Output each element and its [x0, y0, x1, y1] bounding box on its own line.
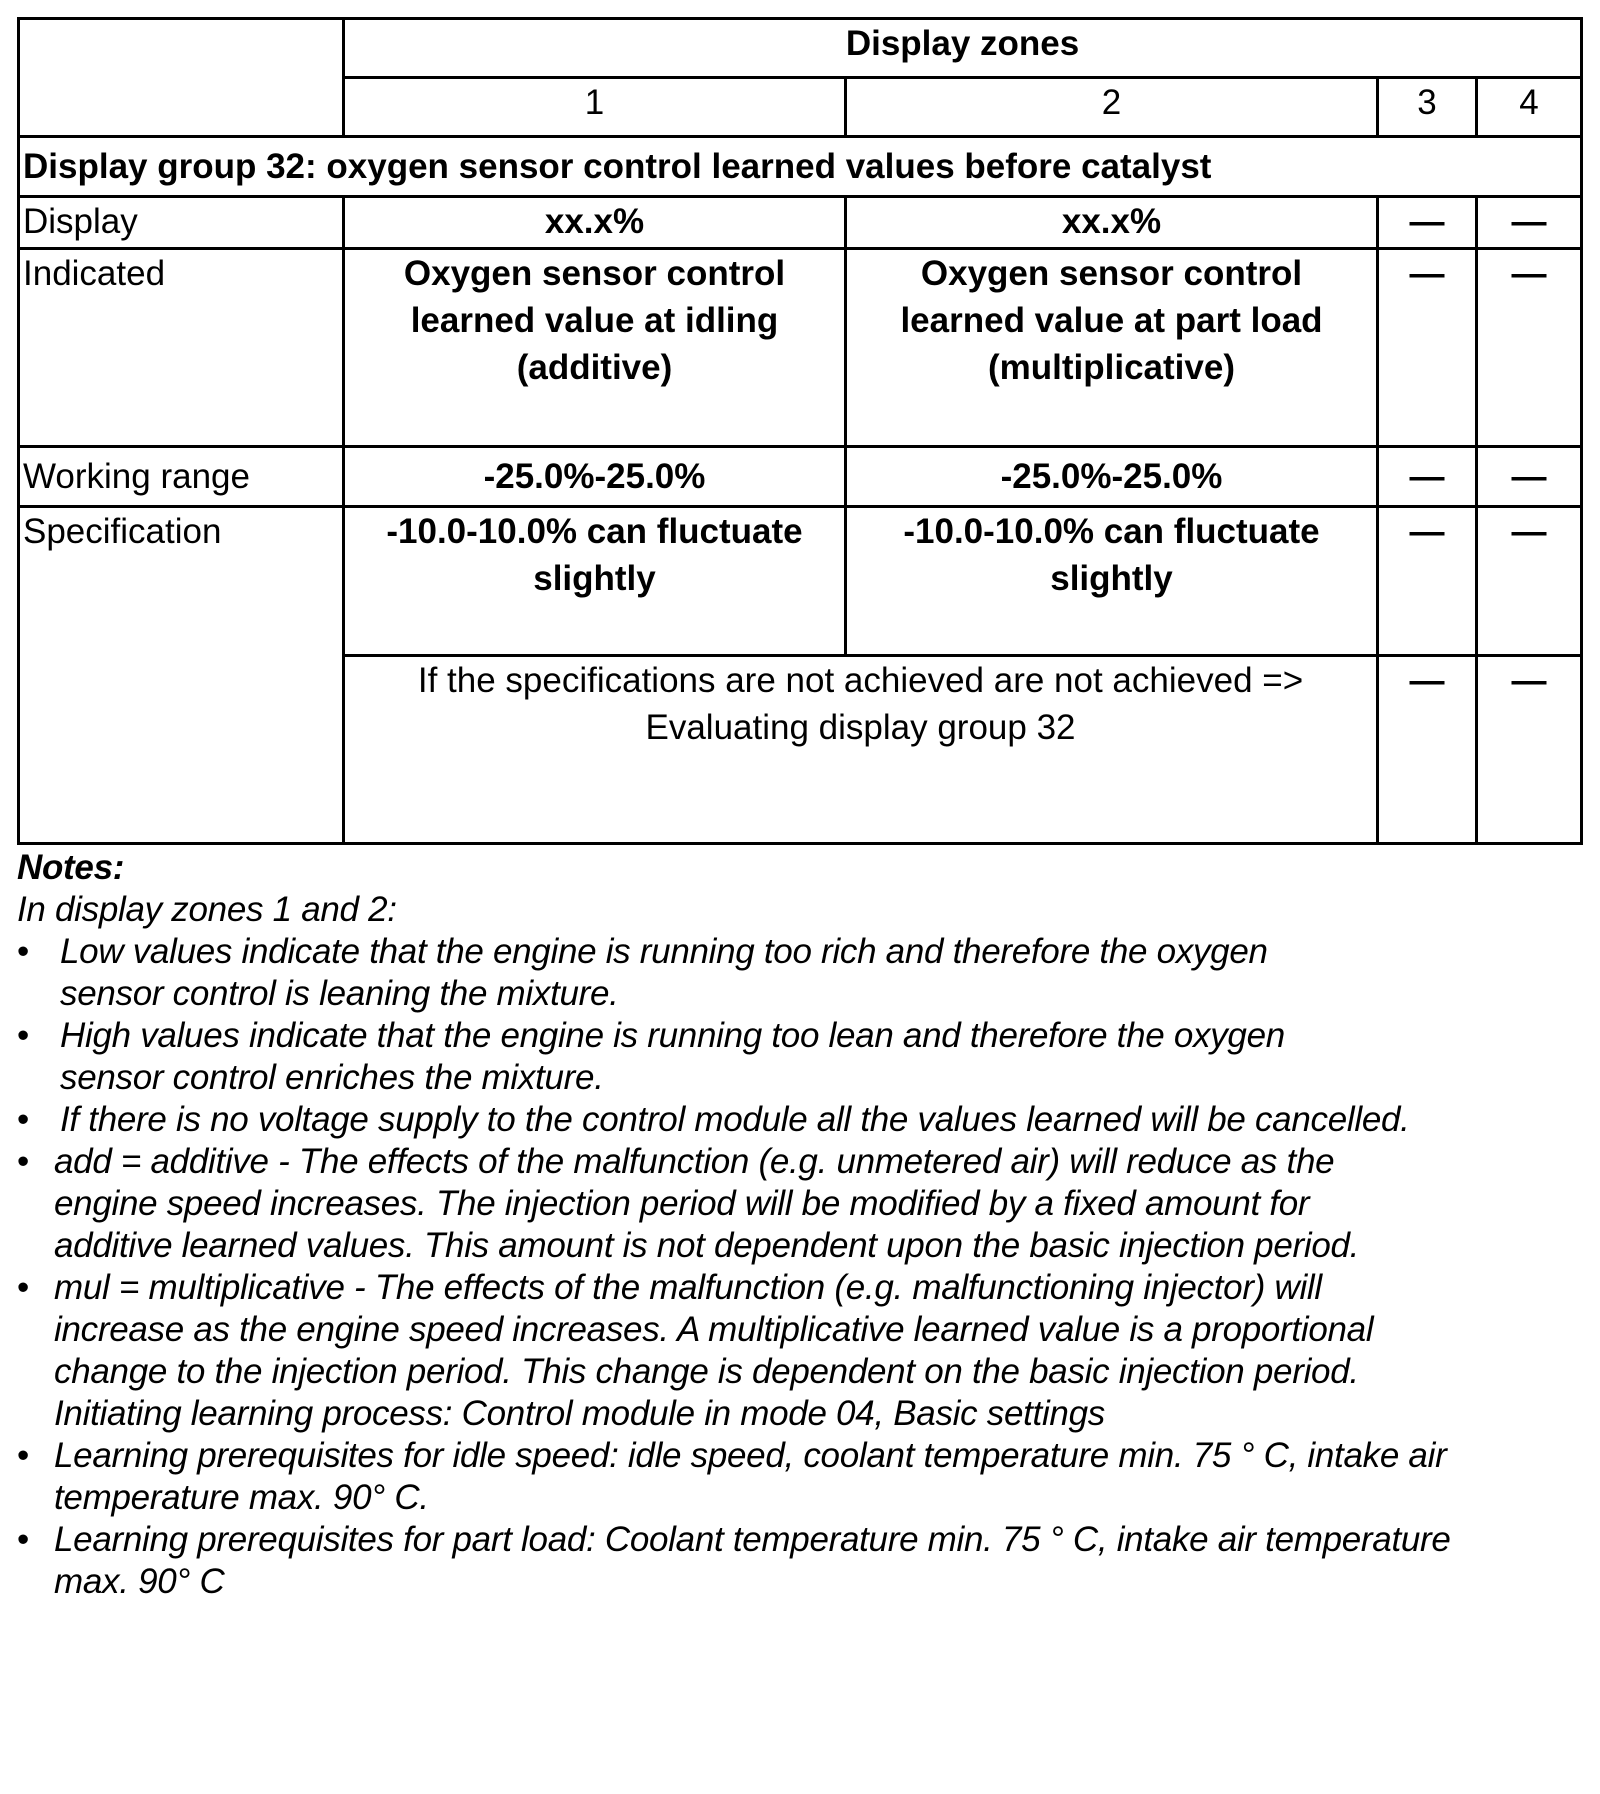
note-text: Low values indicate that the engine is running too rich and therefore the oxygen sensor control is leaning the mixture. [60, 932, 1268, 1013]
note-text: If there is no voltage supply to the control module all the values learned will be cancelled. [60, 1100, 1410, 1139]
row-working-range [19, 447, 1582, 507]
notes-title: Notes: [17, 848, 125, 887]
row-specification [19, 507, 1582, 656]
zone-1-header: 1 [344, 78, 846, 137]
prerequisite-text: Learning prerequisites for idle speed: idle speed, coolant temperature min. 75 ° C, intake air temperature max. 90° C. [54, 1436, 1447, 1517]
specification-zone-4: — [1477, 507, 1582, 656]
working-range-zone-1: -25.0%-25.0% [344, 447, 846, 507]
prerequisite-item [17, 1519, 1454, 1603]
specification-zone-1: -10.0-10.0% can fluctuate slightly [344, 507, 846, 656]
display-zone-4: — [1477, 197, 1582, 249]
notes-section [17, 847, 1580, 1603]
note-item [17, 1015, 1300, 1099]
zone-2-header: 2 [846, 78, 1378, 137]
row-label-indicated: Indicated [19, 249, 344, 447]
indicated-zone-3: — [1378, 249, 1477, 447]
bullet-icon: • [17, 1142, 29, 1181]
note-text: High values indicate that the engine is running too lean and therefore the oxygen sensor control enriches the mixture. [60, 1016, 1285, 1097]
bullet-icon: • [17, 932, 29, 971]
zone-3-header: 3 [1378, 78, 1477, 137]
row-label-display: Display [19, 197, 344, 249]
bullet-icon: • [17, 1268, 29, 1307]
bullet-icon: • [17, 1016, 29, 1055]
row-label-working-range: Working range [19, 447, 344, 507]
working-range-zone-3: — [1378, 447, 1477, 507]
display-zone-3: — [1378, 197, 1477, 249]
specification-zone-2: -10.0-10.0% can fluctuate slightly [846, 507, 1378, 656]
note-item [17, 1141, 1399, 1267]
if-not-achieved-cell [344, 656, 1378, 844]
note-text: add = additive - The effects of the malfunction (e.g. unmetered air) will reduce as the engine speed increases. The injection period will be modified by a fixed amount for additive learned values. This amount is not dependent upon the basic injection period. [54, 1142, 1360, 1265]
zone-4-header: 4 [1477, 78, 1582, 137]
bullet-icon: • [17, 1436, 29, 1475]
working-range-zone-2: -25.0%-25.0% [846, 447, 1378, 507]
row-display [19, 197, 1582, 249]
notes-intro: In display zones 1 and 2: [17, 890, 397, 929]
note-item [17, 1099, 1420, 1141]
indicated-zone-2: Oxygen sensor control learned value at part load (multiplicative) [846, 249, 1378, 447]
prerequisite-text: Learning prerequisites for part load: Coolant temperature min. 75 ° C, intake air temperature max. 90° C [54, 1520, 1451, 1601]
row-label-specification: Specification [19, 507, 344, 844]
if-not-achieved-zone-3: — [1378, 656, 1477, 844]
display-group-title: Display group 32: oxygen sensor control learned values before catalyst [19, 137, 1582, 197]
bullet-icon: • [17, 1100, 29, 1139]
display-zones-header: Display zones [344, 19, 1582, 78]
note-text: mul = multiplicative - The effects of the malfunction (e.g. malfunctioning injector) will increase as the engine speed increases. A multiplicative learned value is a proportional change to the injection period. This change is dependent on the basic injection period. [54, 1268, 1374, 1391]
prerequisite-item [17, 1435, 1474, 1519]
document [17, 17, 1580, 1603]
indicated-zone-1: Oxygen sensor control learned value at idling (additive) [344, 249, 846, 447]
note-item [17, 931, 1300, 1015]
display-zone-2: xx.x% [846, 197, 1378, 249]
indicated-zone-4: — [1477, 249, 1582, 447]
display-zone-1: xx.x% [344, 197, 846, 249]
note-item [17, 1267, 1454, 1393]
if-not-achieved-line-1: If the specifications are not achieved are not achieved => [417, 661, 1304, 700]
if-not-achieved-line-2: Evaluating display group 32 [645, 708, 1076, 747]
if-not-achieved-zone-4: — [1477, 656, 1582, 844]
bullet-icon: • [17, 1520, 29, 1559]
specification-zone-3: — [1378, 507, 1477, 656]
row-indicated [19, 249, 1582, 447]
display-group-table [17, 17, 1583, 845]
initiating-learning-text: Initiating learning process: Control module in mode 04, Basic settings [54, 1394, 1105, 1433]
header-blank-cell [19, 19, 344, 137]
working-range-zone-4: — [1477, 447, 1582, 507]
